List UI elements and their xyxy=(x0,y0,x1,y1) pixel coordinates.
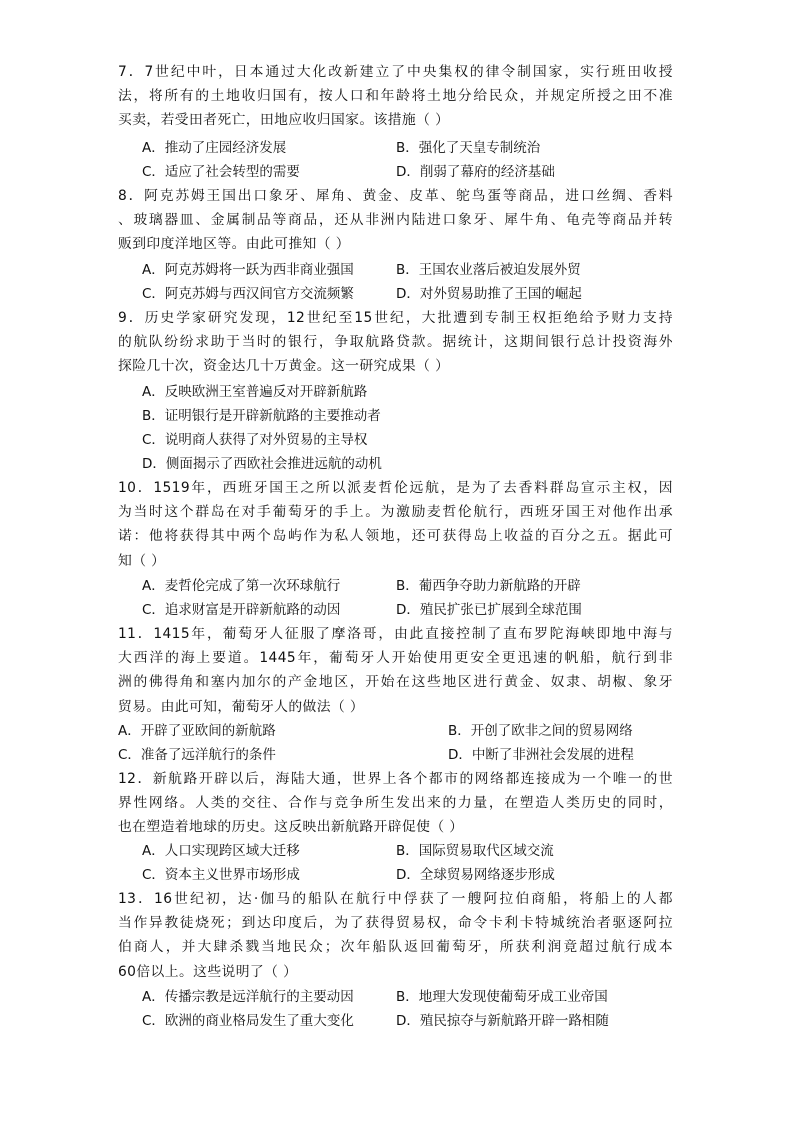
option-c: C．追求财富是开辟新航路的动因 xyxy=(142,602,341,618)
option-a: A．传播宗教是远洋航行的主要动因 xyxy=(142,989,354,1005)
question-9 xyxy=(118,306,673,379)
option-c: C．适应了社会转型的需要 xyxy=(142,164,300,180)
option-c: C．资本主义世界市场形成 xyxy=(142,867,300,883)
option-a: A．麦哲伦完成了第一次环球航行 xyxy=(142,578,341,594)
option-b: B．国际贸易取代区域交流 xyxy=(396,843,554,859)
option-b: B．证明银行是开辟新航路的主要推动者 xyxy=(142,408,381,424)
option-c: C．说明商人获得了对外贸易的主导权 xyxy=(142,432,368,448)
question-7 xyxy=(118,60,673,133)
option-d: D．全球贸易网络逐步形成 xyxy=(396,867,555,883)
question-text-line: 60倍以上。这些说明了（ ） xyxy=(118,963,298,980)
option-b: B．强化了天皇专制统治 xyxy=(396,140,541,156)
question-text-line: 、玻璃器皿、金属制品等商品，还从非洲内陆进口象牙、犀牛角、龟壳等商品并转 xyxy=(118,212,673,229)
question-text-line: 买卖，若受田者死亡，田地应收归国家。该措施（ ） xyxy=(118,112,450,129)
option-c: C．准备了远洋航行的条件 xyxy=(118,747,276,763)
question-text-line: 10．1519年，西班牙国王之所以派麦哲伦远航，是为了去香料群岛宣示主权，因 xyxy=(118,480,673,496)
question-text-line: 当作异教徒烧死；到达印度后，为了获得贸易权，命令卡利卡特城统治者驱逐阿拉 xyxy=(118,915,673,932)
question-text-line: 伯商人，并大肆杀戮当地民众；次年船队返回葡萄牙，所获利润竟超过航行成本 xyxy=(118,939,673,956)
option-a: A．阿克苏姆将一跃为西非商业强国 xyxy=(142,262,354,278)
option-d: D．对外贸易助推了王国的崛起 xyxy=(396,286,582,302)
option-d: D．侧面揭示了西欧社会推进远航的动机 xyxy=(142,456,382,472)
question-text-line: 的航队纷纷求助于当时的银行，争取航路贷款。据统计，这期间银行总计投资海外 xyxy=(118,334,673,351)
option-a: A．反映欧洲王室普遍反对开辟新航路 xyxy=(142,384,368,400)
question-text-line: 洲的佛得角和塞内加尔的产金地区，开始在这些地区进行黄金、奴隶、胡椒、象牙 xyxy=(118,674,673,691)
question-text-line: 探险几十次，资金达几十万黄金。这一研究成果（ ） xyxy=(118,358,450,375)
question-text-line: 法，将所有的土地收归国有，按人口和年龄将土地分给民众，并规定所授之田不准 xyxy=(118,88,673,105)
question-text-line: 13．16世纪初，达·伽马的船队在航行中俘获了一艘阿拉伯商船，将船上的人都 xyxy=(118,891,673,907)
option-d: D．殖民扩张已扩展到全球范围 xyxy=(396,602,582,618)
question-text-line: 7．7世纪中叶，日本通过大化改新建立了中央集权的律令制国家，实行班田收授 xyxy=(118,64,673,80)
question-text-line: 11．1415年，葡萄牙人征服了摩洛哥，由此直接控制了直布罗陀海峡即地中海与 xyxy=(118,626,673,642)
option-a: A．人口实现跨区域大迁移 xyxy=(142,843,300,859)
question-text-line: 诺：他将获得其中两个岛屿作为私人领地，还可获得岛上收益的百分之五。据此可 xyxy=(118,528,673,545)
question-text-line: 也在塑造着地球的历史。这反映出新航路开辟促使（ ） xyxy=(118,819,464,836)
option-b: B．开创了欧非之间的贸易网络 xyxy=(448,723,633,739)
question-text-line: 9．历史学家研究发现，12世纪至15世纪，大批遭到专制王权拒绝给予财力支持 xyxy=(118,310,673,326)
question-8 xyxy=(118,184,673,257)
option-d: D．中断了非洲社会发展的进程 xyxy=(448,747,634,763)
option-d: D．殖民掠夺与新航路开辟一路相随 xyxy=(396,1013,609,1029)
option-a: A．推动了庄园经济发展 xyxy=(142,140,287,156)
question-13 xyxy=(118,887,673,984)
option-c: C．欧洲的商业格局发生了重大变化 xyxy=(142,1013,354,1029)
question-11 xyxy=(118,622,673,719)
option-b: B．王国农业落后被迫发展外贸 xyxy=(396,262,581,278)
question-text-line: 为当时这个群岛在对手葡萄牙的手上。为激励麦哲伦航行，西班牙国王对他作出承 xyxy=(118,504,673,521)
question-text-line: 贩到印度洋地区等。由此可推知（ ） xyxy=(118,236,350,253)
question-text-line: 8．阿克苏姆王国出口象牙、犀角、黄金、皮革、鸵鸟蛋等商品，进口丝绸、香料 xyxy=(118,188,673,204)
option-d: D．削弱了幕府的经济基础 xyxy=(396,164,555,180)
option-a: A．开辟了亚欧间的新航路 xyxy=(118,723,276,739)
question-12 xyxy=(118,767,673,840)
question-text-line: 贸易。由此可知，葡萄牙人的做法（ ） xyxy=(118,698,365,715)
option-c: C．阿克苏姆与西汉间官方交流频繁 xyxy=(142,286,354,302)
question-10 xyxy=(118,476,673,573)
option-b: B．葡西争夺助力新航路的开辟 xyxy=(396,578,581,594)
question-text-line: 12．新航路开辟以后，海陆大通，世界上各个都市的网络都连接成为一个唯一的世 xyxy=(118,771,673,787)
question-text-line: 大西洋的海上要道。1445年，葡萄牙人开始使用更安全更迅速的帆船，航行到非 xyxy=(118,650,673,667)
option-b: B．地理大发现使葡萄牙成工业帝国 xyxy=(396,989,608,1005)
question-text-line: 界性网络。人类的交往、合作与竞争所生发出来的力量，在塑造人类历史的同时， xyxy=(118,795,673,812)
question-text-line: 知（ ） xyxy=(118,552,166,569)
